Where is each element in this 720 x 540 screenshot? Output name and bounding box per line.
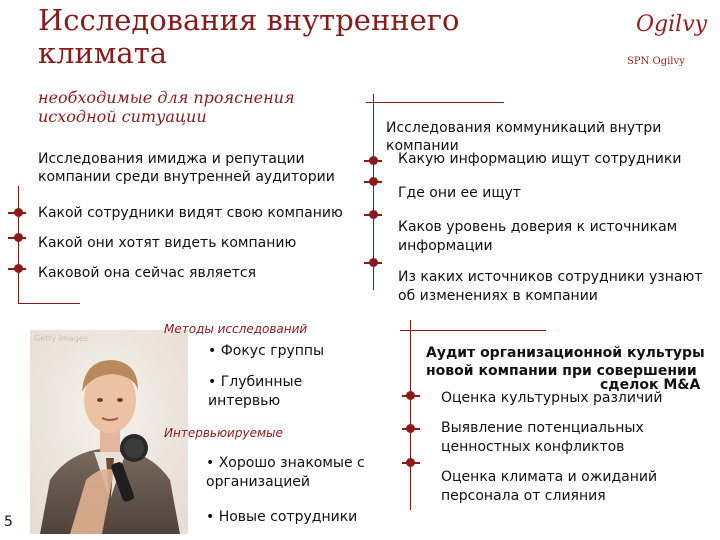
- right-item-4: Из каких источников сотрудники узнают об изменениях в компании: [398, 269, 703, 304]
- audit-top-line: [400, 330, 546, 331]
- interviewee-familiar: • Хорошо знакомые с организацией: [206, 455, 365, 490]
- bullet-dot: [14, 264, 23, 273]
- logo-caption: SPN Ogilvy: [627, 56, 685, 67]
- photo-watermark: Getty Images: [34, 334, 88, 343]
- bullet-dot: [406, 391, 415, 400]
- right-item-3: Каков уровень доверия к источникам информации: [398, 219, 678, 254]
- right-item-2: Где они ее ищут: [398, 185, 521, 201]
- interviewee-new: • Новые сотрудники: [206, 509, 358, 525]
- method-in-depth: • Глубинные интервью: [208, 374, 303, 409]
- audit-item-3: Оценка климата и ожиданий персонала от слияния: [441, 469, 658, 504]
- bullet-dot: [14, 208, 23, 217]
- left-timeline: [18, 186, 19, 304]
- methods-label: Методы исследований: [164, 322, 308, 336]
- left-block-header: Исследования имиджа и репутации компании среди внутренней аудитории: [38, 151, 335, 185]
- method-focus-group: • Фокус группы: [208, 343, 325, 359]
- left-item-2: Какой они хотят видеть компанию: [38, 235, 297, 251]
- bullet-dot: [369, 210, 378, 219]
- bullet-dot: [14, 233, 23, 242]
- bullet-dot: [406, 458, 415, 467]
- bullet-dot: [369, 177, 378, 186]
- page-title: Исследования внутреннего климата: [38, 3, 460, 70]
- audit-timeline: [410, 320, 411, 510]
- left-item-3: Каковой она сейчас является: [38, 265, 256, 281]
- left-item-1: Какой сотрудники видят свою компанию: [38, 205, 343, 221]
- page-subtitle: необходимые для прояснения исходной ситуации: [38, 88, 295, 126]
- left-baseline: [18, 303, 80, 304]
- ogilvy-logo: Ogilvy: [636, 12, 708, 37]
- right-item-1: Какую информацию ищут сотрудники: [398, 151, 682, 167]
- bullet-dot: [406, 424, 415, 433]
- right-top-line: [366, 102, 504, 103]
- bullet-dot: [369, 156, 378, 165]
- audit-item-2: Выявление потенциальных ценностных конфликтов: [441, 420, 644, 455]
- right-block-header: Исследования коммуникаций внутри компании: [386, 120, 662, 154]
- audit-block-header: Аудит организационной культуры новой компании при совершении сделок M&A: [426, 345, 705, 393]
- page-number: 5: [4, 514, 13, 530]
- bullet-dot: [369, 258, 378, 267]
- interviewees-label: Интервьюируемые: [164, 426, 283, 440]
- audit-item-1: Оценка культурных различий: [441, 390, 663, 406]
